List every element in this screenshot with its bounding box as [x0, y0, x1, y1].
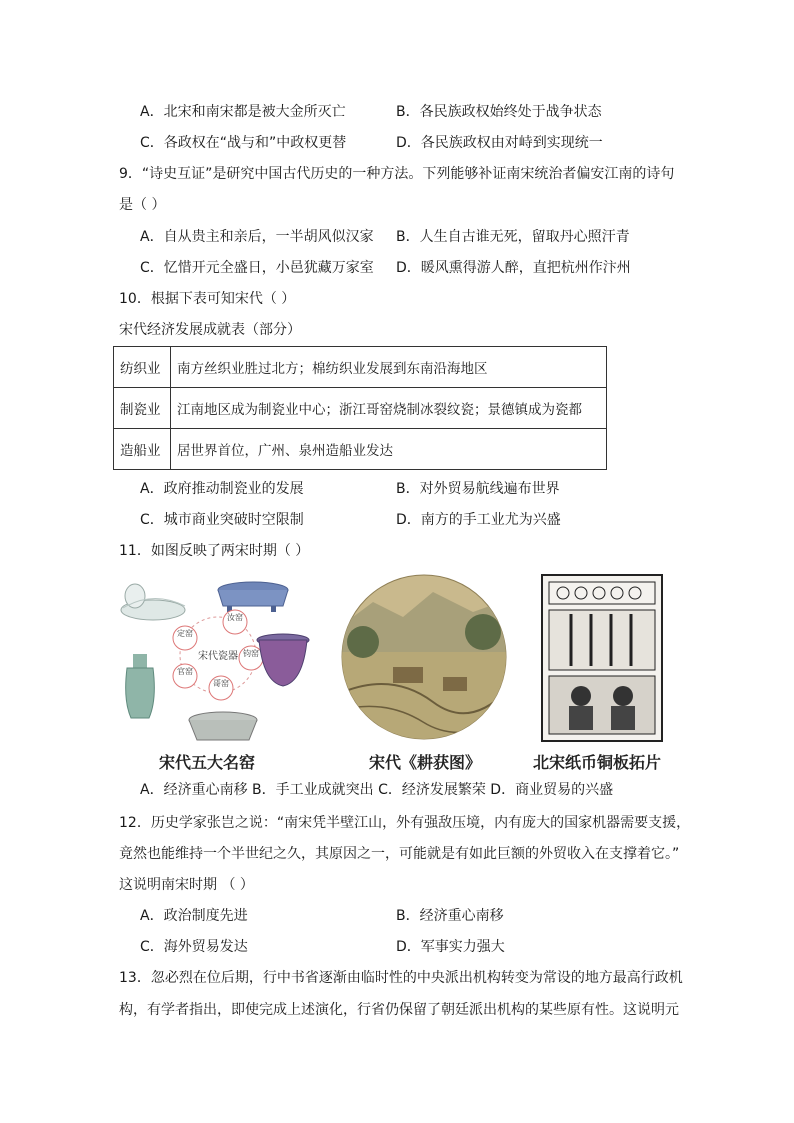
table-row — [114, 347, 607, 388]
guan-kiln-vase-icon — [126, 654, 155, 718]
q12-stem-line2: 竟然也能维持一个半世纪之久，其原因之一，可能就是有如此巨额的外贸收入在支撑着它。” — [119, 846, 680, 862]
q12-option-a: A．政治制度先进 — [140, 908, 248, 924]
jun-kiln-jar-icon — [257, 634, 309, 686]
q12-stem-line3: 这说明南宋时期 （ ） — [119, 877, 254, 893]
banknote-rubbing-illustration — [541, 574, 663, 744]
q9-option-c: C．忆惜开元全盛日，小邑犹藏万家室 — [140, 260, 374, 276]
kiln-name-guan: 官窑 — [177, 667, 193, 676]
table-cell-industry: 制瓷业 — [114, 388, 171, 429]
table-cell-industry: 纺织业 — [114, 347, 171, 388]
kiln-name-jun: 钧窑 — [243, 649, 259, 658]
q8-option-c: C．各政权在“战与和”中政权更替 — [140, 135, 347, 151]
q12-option-d: D．军事实力强大 — [396, 939, 505, 955]
q12-option-b: B．经济重心南移 — [396, 908, 504, 924]
q9-stem-line2: 是（ ） — [119, 197, 166, 213]
q13-stem-line2: 构，有学者指出，即使完成上述演化，行省仍保留了朝廷派出机构的某些原有性。这说明元 — [119, 1002, 679, 1018]
table-cell-achievement: 居世界首位，广州、泉州造船业发达 — [171, 429, 607, 470]
q11-options: A．经济重心南移 B．手工业成就突出 C．经济发展繁荣 D．商业贸易的兴盛 — [140, 782, 614, 798]
five-kilns-illustration — [113, 570, 313, 750]
caption-gengzhu: 宋代《耕获图》 — [369, 753, 482, 772]
table-cell-achievement: 江南地区成为制瓷业中心；浙江哥窑烧制冰裂纹瓷；景德镇成为瓷都 — [171, 388, 607, 429]
q9-option-d: D．暖风熏得游人醉，直把杭州作汴州 — [396, 260, 631, 276]
q10-option-c: C．城市商业突破时空限制 — [140, 512, 304, 528]
q11-figure — [113, 570, 703, 780]
q10-option-a: A．政府推动制瓷业的发展 — [140, 481, 304, 497]
q9-stem-line1: 9．“诗史互证”是研究中国古代历史的一种方法。下列能够补证南宋统治者偏安江南的诗句 — [119, 166, 675, 182]
q11-stem: 11．如图反映了两宋时期（ ） — [119, 543, 310, 559]
q10-table-title: 宋代经济发展成就表（部分） — [119, 322, 301, 338]
q12-option-c: C．海外贸易发达 — [140, 939, 248, 955]
q10-stem: 10．根据下表可知宋代（ ） — [119, 291, 296, 307]
porcelain-pillow-icon — [121, 584, 185, 620]
q13-stem-line1: 13．忽必烈在位后期，行中书省逐渐由临时性的中央派出机构转变为常设的地方最高行政机 — [119, 970, 683, 986]
q8-option-d: D．各民族政权由对峙到实现统一 — [396, 135, 603, 151]
q9-option-a: A．自从贵主和亲后，一半胡风似汉家 — [140, 229, 374, 245]
gengzhu-painting-illustration — [333, 572, 515, 742]
table-row — [114, 388, 607, 429]
ge-kiln-bowl-icon — [189, 712, 257, 740]
kiln-name-ru: 汝窑 — [227, 613, 243, 622]
economy-table — [113, 346, 607, 470]
kiln-center-label: 宋代瓷器 — [198, 651, 238, 662]
q10-option-d: D．南方的手工业尤为兴盛 — [396, 512, 561, 528]
q10-option-b: B．对外贸易航线遍布世界 — [396, 481, 560, 497]
caption-five-kilns: 宋代五大名窑 — [159, 753, 256, 772]
q8-option-b: B．各民族政权始终处于战争状态 — [396, 104, 602, 120]
q12-stem-line1: 12．历史学家张岂之说：“南宋凭半壁江山，外有强敌压境，内有庞大的国家机器需要支援， — [119, 815, 691, 831]
q9-option-b: B．人生自古谁无死，留取丹心照汗青 — [396, 229, 630, 245]
table-cell-achievement: 南方丝织业胜过北方；棉纺织业发展到东南沿海地区 — [171, 347, 607, 388]
table-cell-industry: 造船业 — [114, 429, 171, 470]
q8-option-a: A．北宋和南宋都是被大金所灭亡 — [140, 104, 346, 120]
ru-kiln-dish-icon — [218, 582, 288, 612]
table-row — [114, 429, 607, 470]
kiln-name-ding: 定窑 — [177, 629, 193, 638]
caption-banknote: 北宋纸币铜板拓片 — [533, 753, 662, 772]
kiln-name-ge: 哥窑 — [213, 679, 229, 688]
